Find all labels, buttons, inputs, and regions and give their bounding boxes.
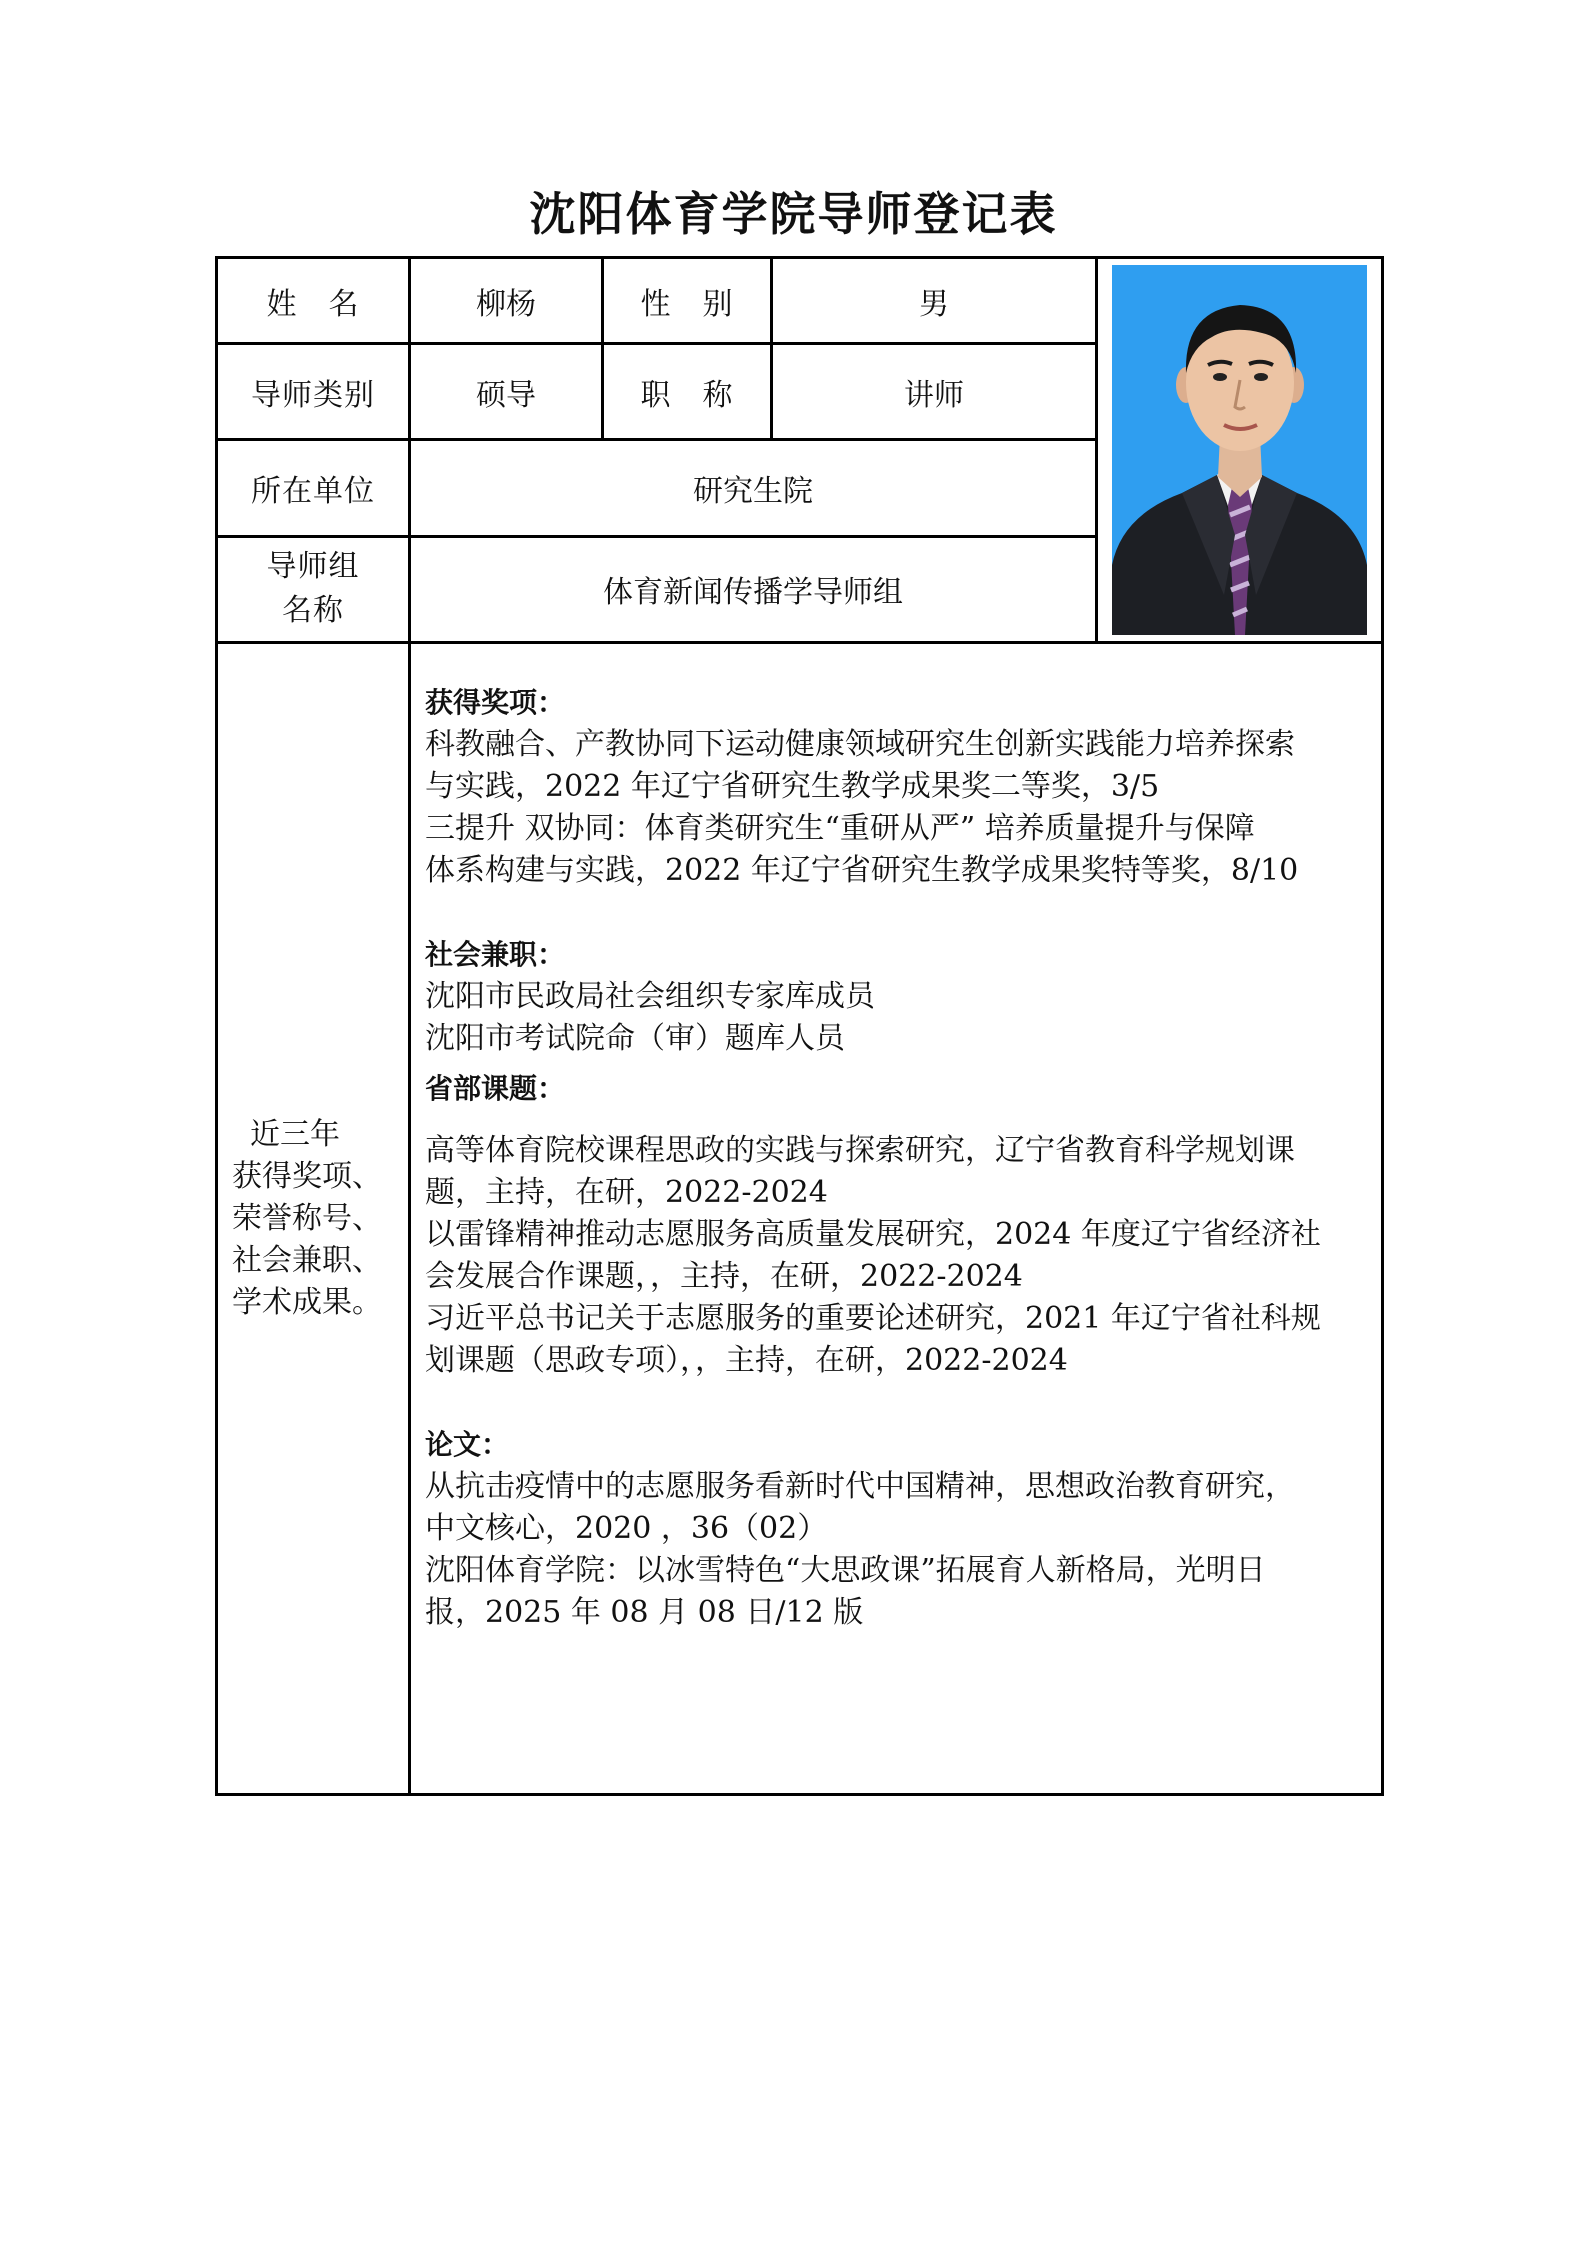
gender-label: 性 别 — [603, 258, 772, 344]
gender-value: 男 — [772, 258, 1097, 344]
awards-line: 体系构建与实践，2022 年辽宁省研究生教学成果奖特等奖，8/10 — [425, 853, 1299, 888]
projects-line: 习近平总书记关于志愿服务的重要论述研究，2021 年辽宁省社科规 — [425, 1301, 1321, 1336]
achievements-content — [410, 643, 1383, 1795]
achievements-label — [217, 643, 410, 1795]
name-label: 姓 名 — [217, 258, 410, 344]
social-heading: 社会兼职： — [425, 938, 566, 971]
projects-heading: 省部课题： — [425, 1072, 566, 1105]
projects-line: 划课题（思政专项），，主持，在研，2022-2024 — [425, 1343, 1068, 1378]
portrait-illustration — [1112, 265, 1367, 635]
mentor-type-value: 硕导 — [410, 344, 603, 440]
awards-section — [425, 682, 1369, 892]
row-achievements — [217, 643, 1383, 1795]
social-section — [425, 934, 1369, 1060]
awards-line: 三提升 双协同：体育类研究生“重研从严” 培养质量提升与保障 — [425, 811, 1255, 846]
projects-line: 以雷锋精神推动志愿服务高质量发展研究，2024 年度辽宁省经济社 — [425, 1217, 1321, 1252]
group-label-line2: 名称 — [282, 593, 344, 629]
achievements-label-line2: 获得奖项、 — [232, 1158, 382, 1194]
achievements-label-line4: 社会兼职、 — [232, 1242, 382, 1278]
achievements-label-line3: 荣誉称号、 — [232, 1200, 382, 1236]
group-value: 体育新闻传播学导师组 — [410, 536, 1097, 642]
group-label-line1: 导师组 — [266, 549, 360, 585]
papers-line: 中文核心，2020 ，36（02） — [425, 1511, 828, 1546]
mentor-type-label: 导师类别 — [217, 344, 410, 440]
achievements-label-line5: 学术成果。 — [232, 1284, 382, 1320]
unit-value: 研究生院 — [410, 440, 1097, 536]
photo-cell — [1097, 258, 1383, 643]
papers-heading: 论文： — [425, 1428, 510, 1461]
awards-line: 与实践，2022 年辽宁省研究生教学成果奖二等奖，3/5 — [425, 769, 1160, 804]
social-line: 沈阳市民政局社会组织专家库成员 — [425, 979, 875, 1014]
papers-line: 沈阳体育学院：以冰雪特色“大思政课”拓展育人新格局，光明日 — [425, 1553, 1266, 1588]
row-name-gender — [217, 258, 1383, 344]
page-title: 沈阳体育学院导师登记表 — [529, 187, 1058, 241]
papers-line: 从抗击疫情中的志愿服务看新时代中国精神，思想政治教育研究， — [425, 1469, 1295, 1504]
social-line: 沈阳市考试院命（审）题库人员 — [425, 1021, 845, 1056]
projects-line: 会发展合作课题，，主持，在研，2022-2024 — [425, 1259, 1023, 1294]
name-value: 柳杨 — [410, 258, 603, 344]
awards-heading: 获得奖项： — [425, 686, 566, 719]
registration-form-table — [215, 256, 1384, 1796]
papers-section — [425, 1424, 1369, 1634]
rank-label: 职 称 — [603, 344, 772, 440]
papers-line: 报，2025 年 08 月 08 日/12 版 — [425, 1595, 864, 1630]
projects-line: 高等体育院校课程思政的实践与探索研究，辽宁省教育科学规划课 — [425, 1133, 1295, 1168]
projects-line: 题，主持，在研，2022-2024 — [425, 1175, 828, 1210]
rank-value: 讲师 — [772, 344, 1097, 440]
awards-line: 科教融合、产教协同下运动健康领域研究生创新实践能力培养探索 — [425, 727, 1295, 762]
group-label — [217, 536, 410, 642]
portrait-photo — [1112, 265, 1367, 635]
unit-label: 所在单位 — [217, 440, 410, 536]
projects-section — [425, 1068, 1369, 1382]
achievements-label-line1: 近三年 — [250, 1116, 340, 1152]
